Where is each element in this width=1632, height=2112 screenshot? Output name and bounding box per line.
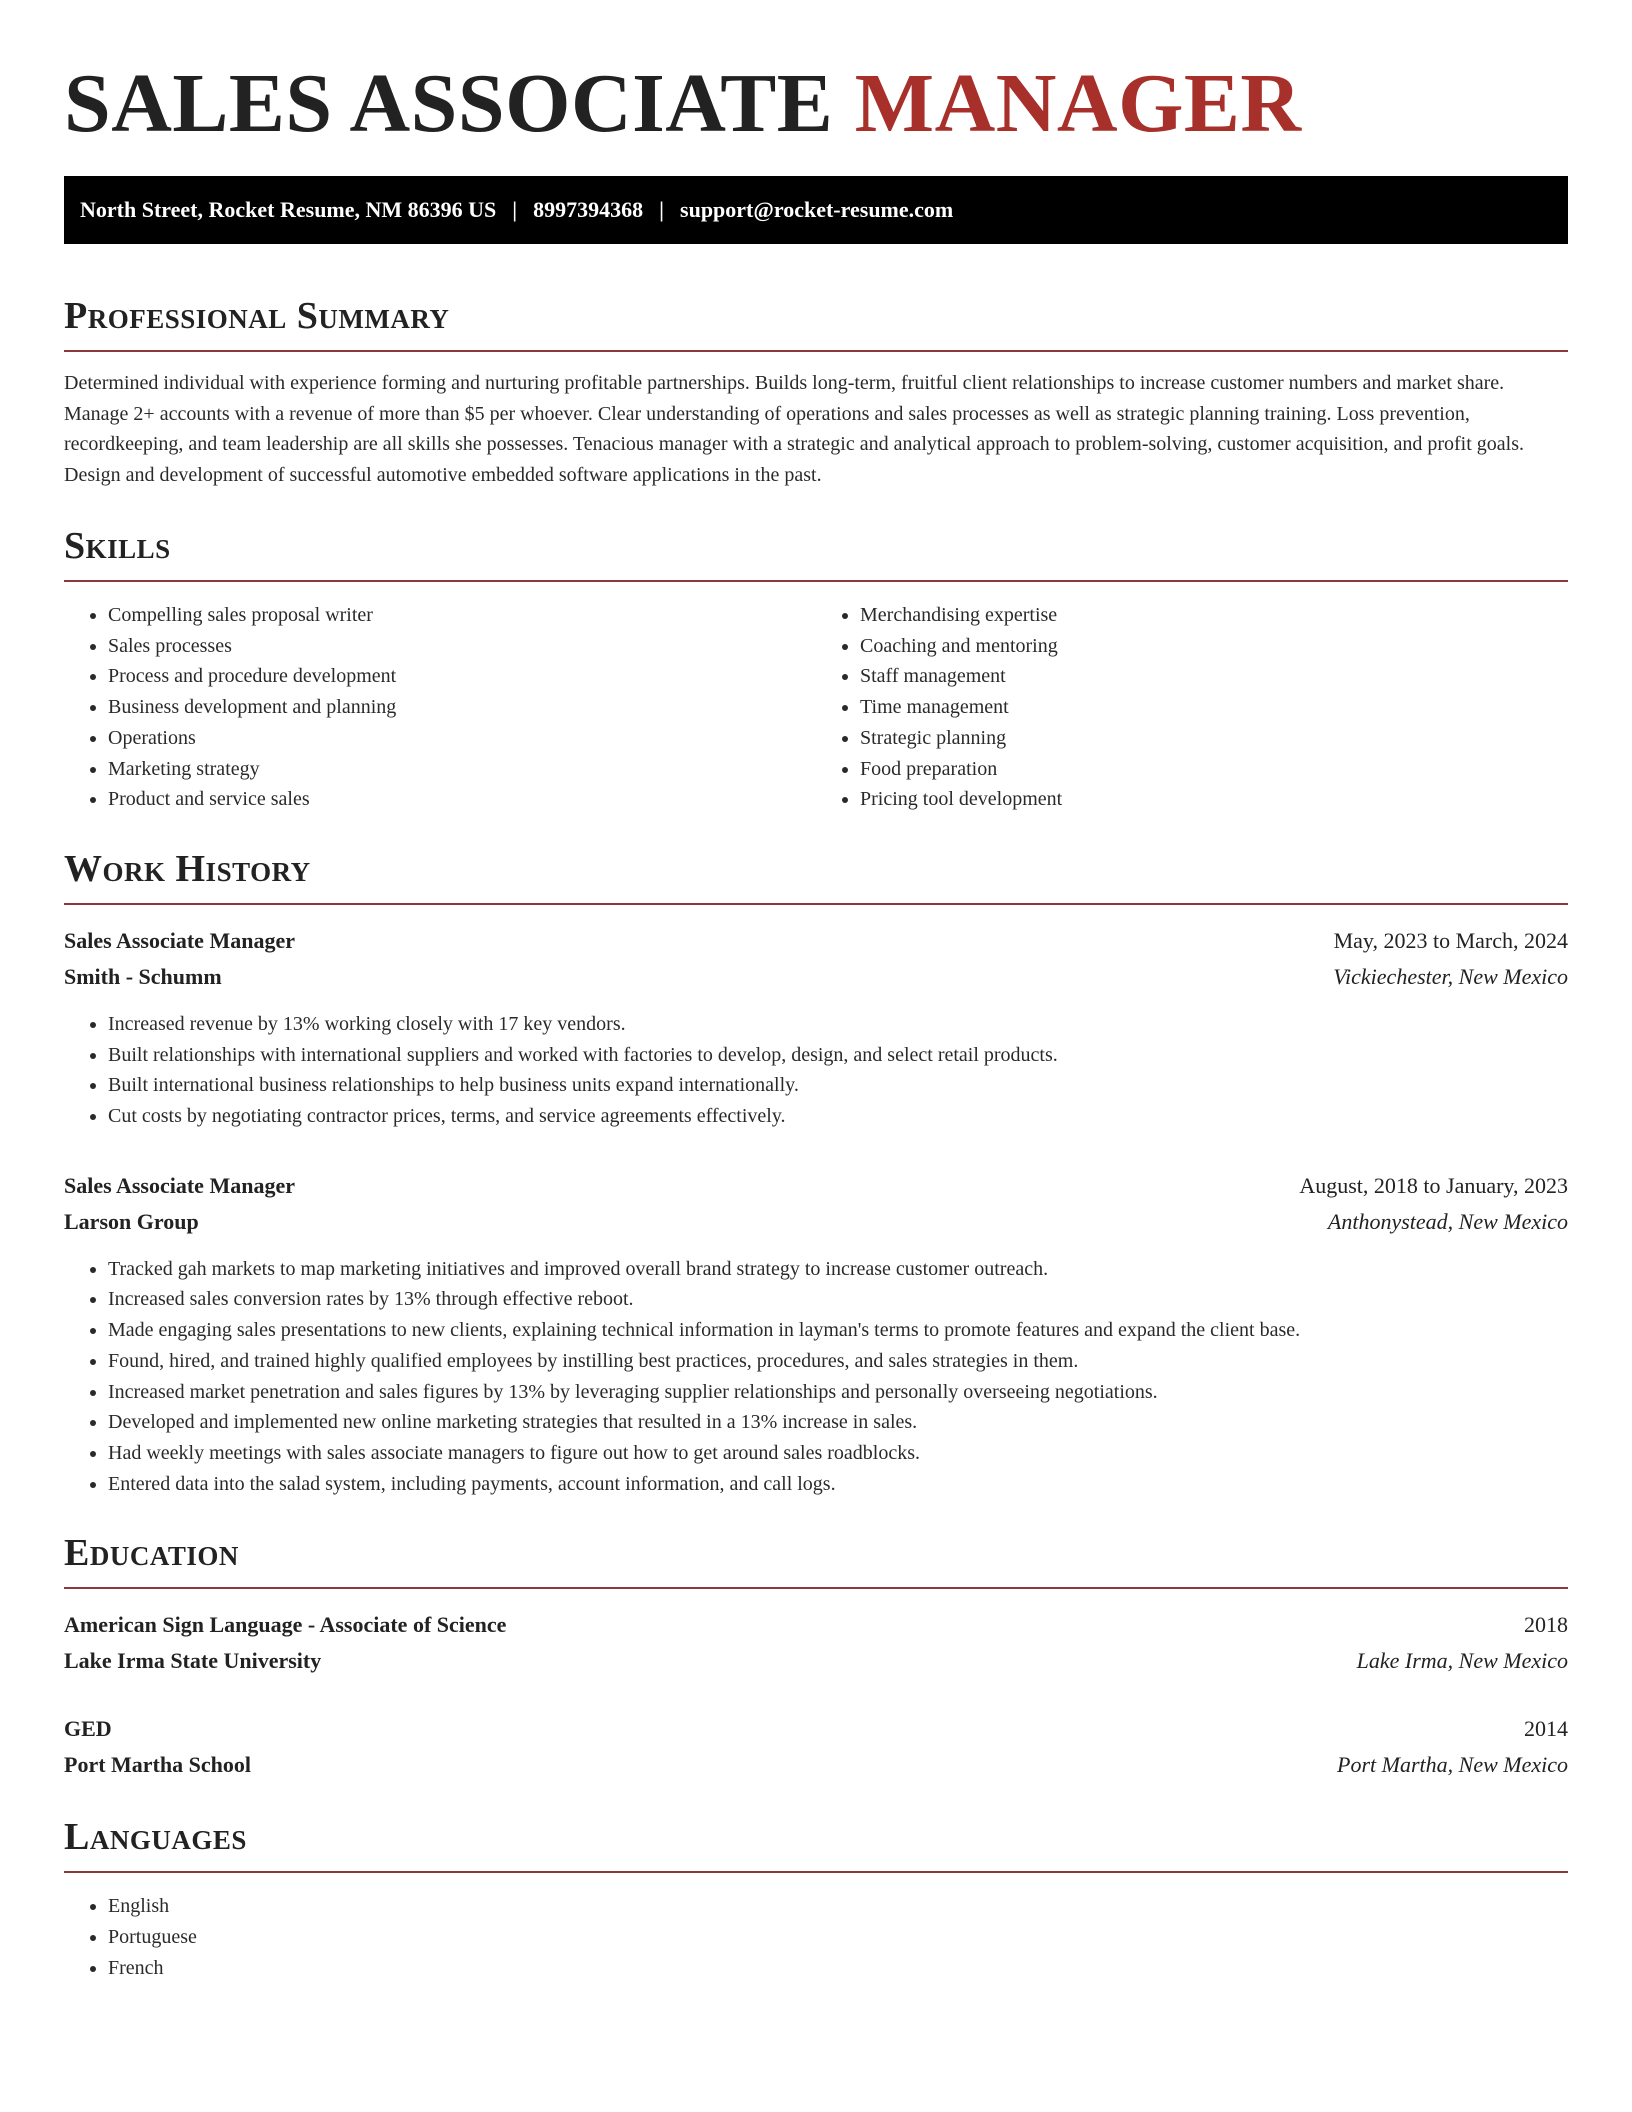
job-header-row [64, 923, 1568, 959]
section-divider [64, 580, 1568, 582]
work-history-section [64, 845, 1568, 1499]
education-entry [64, 1607, 1568, 1679]
section-divider [64, 903, 1568, 905]
education-school-row [64, 1643, 1568, 1679]
job-bullet: • Entered data into the salad system, including payments, account information, and call logs. [108, 1469, 1568, 1500]
job-bullet: • Had weekly meetings with sales associate managers to figure out how to get around sales roadblocks. [108, 1438, 1568, 1469]
section-heading: Languages [64, 1816, 247, 1859]
skill-item: • Marketing strategy [108, 754, 816, 785]
job-dates: May, 2023 to March, 2024 [1333, 927, 1568, 953]
education-degree-row [64, 1711, 1568, 1747]
section-divider [64, 1871, 1568, 1873]
job-entry [64, 1168, 1568, 1500]
skills-section [64, 522, 1568, 815]
summary-text: Determined individual with experience forming and nurturing profitable partnerships. Builds long-term, fruitful client relationships to increase customer numbers and market share. Manage 2+ accounts with a revenue of more than $5 per whoever. Clear understanding of operations and sales processes as well as strategic planning training. Loss prevention, recordkeeping, and team leadership are all skills she possesses. Tenacious manager with a strategic and analytical approach to problem-solving, customer acquisition, and profit goals. Design and development of successful automotive embedded software applications in the past. [64, 372, 1525, 486]
skill-item: • Business development and planning [108, 692, 816, 723]
skill-item: • Strategic planning [860, 723, 1568, 754]
job-dates: August, 2018 to January, 2023 [1299, 1172, 1568, 1198]
job-bullet: • Built relationships with international suppliers and worked with factories to develop, design, and select retail products. [108, 1040, 1568, 1071]
professional-summary-section [64, 292, 1568, 490]
skill-item: • Sales processes [108, 631, 816, 662]
job-title: Sales Associate Manager [64, 927, 295, 953]
education-degree-row [64, 1607, 1568, 1643]
job-bullets [64, 1009, 1568, 1132]
skill-item: • Pricing tool development [860, 784, 1568, 815]
job-bullet: • Made engaging sales presentations to new clients, explaining technical information in layman's terms to promote features and expand the client base. [108, 1315, 1568, 1346]
job-bullet: • Built international business relationships to help business units expand internationally. [108, 1070, 1568, 1101]
title-main: SALES ASSOCIATE [64, 57, 834, 150]
job-location: Vickiechester, New Mexico [1333, 963, 1568, 989]
job-company: Larson Group [64, 1208, 199, 1234]
language-item: • English [108, 1891, 1568, 1922]
skill-item: • Time management [860, 692, 1568, 723]
language-item: • Portuguese [108, 1922, 1568, 1953]
job-company-row [64, 959, 1568, 995]
contact-bar [64, 176, 1568, 244]
job-entry [64, 923, 1568, 1132]
job-bullet: • Cut costs by negotiating contractor prices, terms, and service agreements effectively. [108, 1101, 1568, 1132]
contact-separator: | [512, 197, 518, 222]
language-item: • French [108, 1953, 1568, 1984]
skills-columns [64, 600, 1568, 815]
job-bullet: • Increased revenue by 13% working closely with 17 key vendors. [108, 1009, 1568, 1040]
education-degree: GED [64, 1716, 112, 1742]
section-heading: Skills [64, 525, 171, 567]
job-location: Anthonystead, New Mexico [1327, 1208, 1568, 1234]
skill-item: • Food preparation [860, 754, 1568, 785]
skill-item: • Operations [108, 723, 816, 754]
section-heading: Education [64, 1532, 239, 1575]
job-bullet: • Tracked gah markets to map marketing initiatives and improved overall brand strategy to increase customer outreach. [108, 1254, 1568, 1285]
skill-item: • Product and service sales [108, 784, 816, 815]
education-year: 2014 [1524, 1716, 1568, 1742]
education-school: Port Martha School [64, 1752, 251, 1778]
contact-address: North Street, Rocket Resume, NM 86396 US [80, 197, 497, 222]
job-bullet: • Found, hired, and trained highly qualified employees by instilling best practices, procedures, and sales strategies in them. [108, 1346, 1568, 1377]
job-title: Sales Associate Manager [64, 1172, 295, 1198]
contact-email[interactable]: support@rocket-resume.com [680, 197, 954, 222]
skill-item: • Process and procedure development [108, 661, 816, 692]
skills-list-left [64, 600, 816, 815]
contact-separator: | [659, 197, 665, 222]
languages-list [64, 1891, 1568, 1983]
job-bullets [64, 1254, 1568, 1500]
education-section [64, 1529, 1568, 1783]
resume-title [64, 54, 1568, 154]
skill-item: • Merchandising expertise [860, 600, 1568, 631]
skill-item: • Coaching and mentoring [860, 631, 1568, 662]
education-school: Lake Irma State University [64, 1648, 322, 1674]
job-company-row [64, 1204, 1568, 1240]
section-divider [64, 350, 1568, 352]
education-entry [64, 1711, 1568, 1783]
job-bullet: • Increased market penetration and sales figures by 13% by leveraging supplier relationships and personally overseeing negotiations. [108, 1377, 1568, 1408]
skill-item: • Compelling sales proposal writer [108, 600, 816, 631]
skill-item: • Staff management [860, 661, 1568, 692]
section-heading: Work History [64, 847, 311, 890]
job-bullet: • Increased sales conversion rates by 13% through effective reboot. [108, 1284, 1568, 1315]
section-heading: Professional Summary [64, 295, 450, 337]
education-degree: American Sign Language - Associate of Science [64, 1612, 507, 1638]
contact-phone[interactable]: 8997394368 [533, 197, 644, 222]
education-location: Lake Irma, New Mexico [1356, 1648, 1568, 1674]
title-accent: MANAGER [854, 57, 1302, 150]
job-bullet: • Developed and implemented new online marketing strategies that resulted in a 13% increase in sales. [108, 1407, 1568, 1438]
job-header-row [64, 1168, 1568, 1204]
job-company: Smith - Schumm [64, 963, 222, 989]
skills-list-right [816, 600, 1568, 815]
education-year: 2018 [1524, 1612, 1568, 1638]
section-divider [64, 1587, 1568, 1589]
education-location: Port Martha, New Mexico [1337, 1752, 1568, 1778]
education-school-row [64, 1747, 1568, 1783]
languages-section [64, 1813, 1568, 1983]
